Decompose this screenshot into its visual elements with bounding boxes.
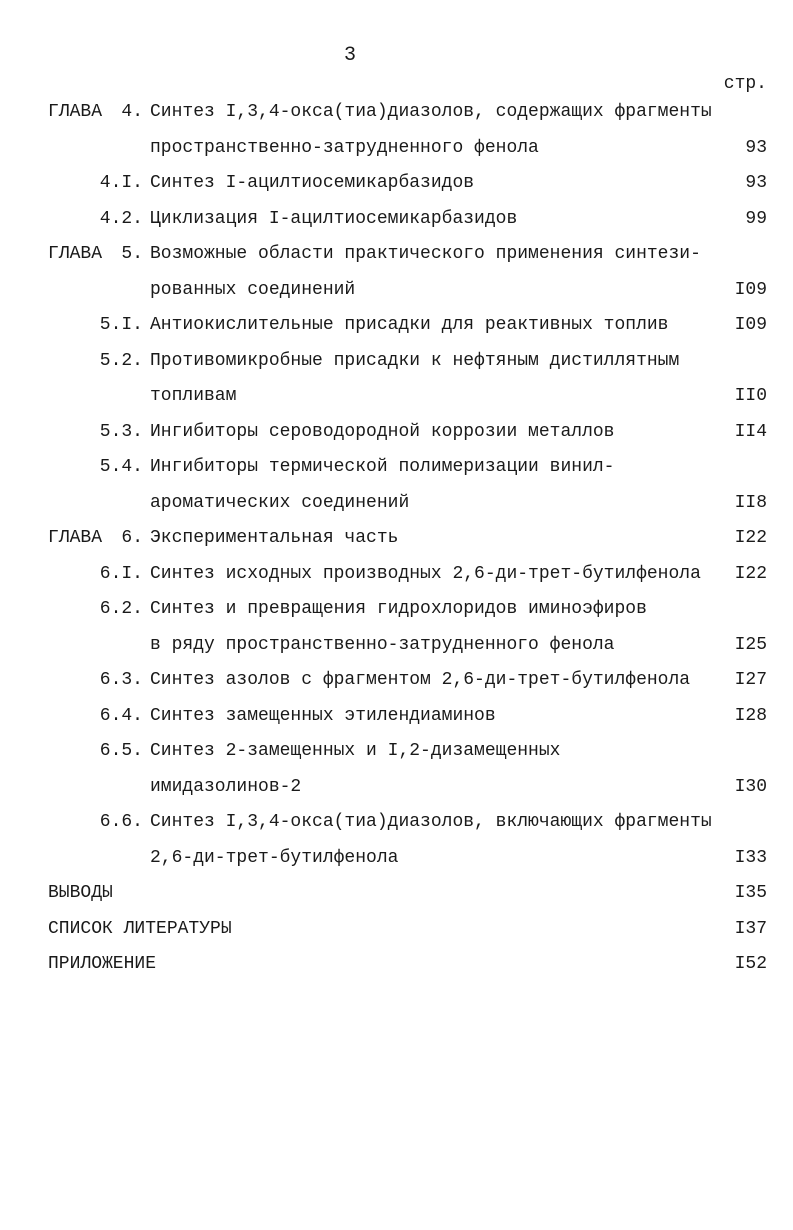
- toc-entry-title: Циклизация I-ацилтиосемикарбазидов: [150, 208, 518, 229]
- toc-chapter-prefix: ГЛАВА: [48, 102, 103, 122]
- toc-line: [0, 237, 793, 273]
- table-of-contents: [0, 95, 793, 983]
- toc-line: [0, 734, 793, 770]
- page-column-label: стр.: [723, 74, 767, 94]
- toc-entry-title: в ряду пространственно-затрудненного фенола: [150, 634, 615, 655]
- toc-page-number: I35: [734, 883, 767, 903]
- toc-entry-title: Синтез замещенных этилендиаминов: [150, 705, 496, 726]
- toc-entry-title: топливам: [150, 386, 237, 406]
- toc-back-matter-title: ПРИЛОЖЕНИЕ: [48, 954, 157, 974]
- toc-entry-title: Противомикробные присадки к нефтяным дистиллятным: [150, 350, 680, 371]
- toc-line: [0, 450, 793, 486]
- toc-page-number: II4: [734, 421, 767, 442]
- toc-entry-title: имидазолинов-2: [150, 776, 302, 797]
- toc-line: [0, 557, 793, 593]
- toc-line: [0, 95, 793, 131]
- toc-section-number: 5.4.: [99, 457, 143, 477]
- toc-entry-title: Синтез I,3,4-окса(тиа)диазолов, включающих фрагменты: [150, 812, 712, 832]
- toc-line: [0, 131, 793, 167]
- toc-page-number: II8: [734, 492, 767, 513]
- toc-section-number: 4.2.: [99, 208, 143, 229]
- toc-entry-title: Синтез 2-замещенных и I,2-дизамещенных: [150, 741, 561, 761]
- toc-entry-title: Синтез I,3,4-окса(тиа)диазолов, содержащих фрагменты: [150, 102, 712, 122]
- toc-page-number: 93: [745, 173, 767, 193]
- toc-back-matter-title: ВЫВОДЫ: [48, 883, 113, 903]
- toc-section-number: 5.: [121, 244, 143, 264]
- toc-section-number: 4.: [121, 102, 143, 122]
- toc-section-number: 5.I.: [99, 315, 143, 335]
- toc-section-number: 5.3.: [99, 421, 143, 442]
- toc-page-number: I33: [734, 847, 767, 868]
- toc-chapter-prefix: ГЛАВА: [48, 244, 103, 264]
- toc-entry-title: Экспериментальная часть: [150, 528, 399, 548]
- toc-page-number: I37: [734, 918, 767, 939]
- toc-line: [0, 486, 793, 522]
- toc-entry-title: Синтез I-ацилтиосемикарбазидов: [150, 173, 475, 193]
- toc-line: [0, 805, 793, 841]
- toc-entry-title: 2,6-ди-трет-бутилфенола: [150, 847, 399, 868]
- toc-section-number: 6.5.: [99, 741, 143, 761]
- toc-section-number: 6.I.: [99, 563, 143, 584]
- toc-page-number: I27: [734, 670, 767, 690]
- toc-page-number: 99: [745, 208, 767, 229]
- toc-line: [0, 379, 793, 415]
- toc-page-number: 93: [745, 137, 767, 158]
- toc-entry-title: Ингибиторы сероводородной коррозии металлов: [150, 421, 615, 442]
- toc-entry-title: Синтез исходных производных 2,6-ди-трет-бутилфенола: [150, 563, 701, 584]
- toc-line: [0, 273, 793, 309]
- toc-page-number: I30: [734, 776, 767, 797]
- toc-entry-title: Ингибиторы термической полимеризации винил-: [150, 457, 615, 477]
- toc-entry-title: Синтез азолов с фрагментом 2,6-ди-трет-бутилфенола: [150, 670, 691, 690]
- toc-page-number: II0: [734, 386, 767, 406]
- toc-entry-title: Антиокислительные присадки для реактивных топлив: [150, 315, 669, 335]
- toc-entry-title: пространственно-затрудненного фенола: [150, 137, 539, 158]
- toc-back-matter-title: СПИСОК ЛИТЕРАТУРЫ: [48, 918, 232, 939]
- toc-line: [0, 841, 793, 877]
- toc-line: [0, 592, 793, 628]
- toc-entry-title: Синтез и превращения гидрохлоридов иминоэфиров: [150, 599, 647, 619]
- toc-entry-title: ароматических соединений: [150, 492, 410, 513]
- toc-line: [0, 663, 793, 699]
- toc-page-number: I22: [734, 563, 767, 584]
- toc-back-matter-line: [0, 947, 793, 983]
- toc-section-number: 6.: [121, 528, 143, 548]
- toc-page-number: I09: [734, 279, 767, 300]
- toc-line: [0, 308, 793, 344]
- toc-page-number: I52: [734, 954, 767, 974]
- toc-section-number: 6.4.: [99, 705, 143, 726]
- toc-line: [0, 628, 793, 664]
- toc-line: [0, 415, 793, 451]
- toc-section-number: 6.2.: [99, 599, 143, 619]
- toc-line: [0, 521, 793, 557]
- toc-line: [0, 344, 793, 380]
- toc-line: [0, 699, 793, 735]
- toc-back-matter-line: [0, 912, 793, 948]
- toc-line: [0, 202, 793, 238]
- toc-entry-title: рованных соединений: [150, 279, 356, 300]
- toc-line: [0, 770, 793, 806]
- toc-page-number: I09: [734, 315, 767, 335]
- toc-section-number: 6.6.: [99, 812, 143, 832]
- toc-chapter-prefix: ГЛАВА: [48, 528, 103, 548]
- toc-back-matter-line: [0, 876, 793, 912]
- toc-section-number: 5.2.: [99, 350, 143, 371]
- toc-page-number: I28: [734, 705, 767, 726]
- toc-section-number: 6.3.: [99, 670, 143, 690]
- toc-section-number: 4.I.: [99, 173, 143, 193]
- toc-entry-title: Возможные области практического применения синтези-: [150, 244, 701, 264]
- toc-page-number: I25: [734, 634, 767, 655]
- toc-page-number: I22: [734, 528, 767, 548]
- toc-line: [0, 166, 793, 202]
- page-number: 3: [343, 44, 356, 67]
